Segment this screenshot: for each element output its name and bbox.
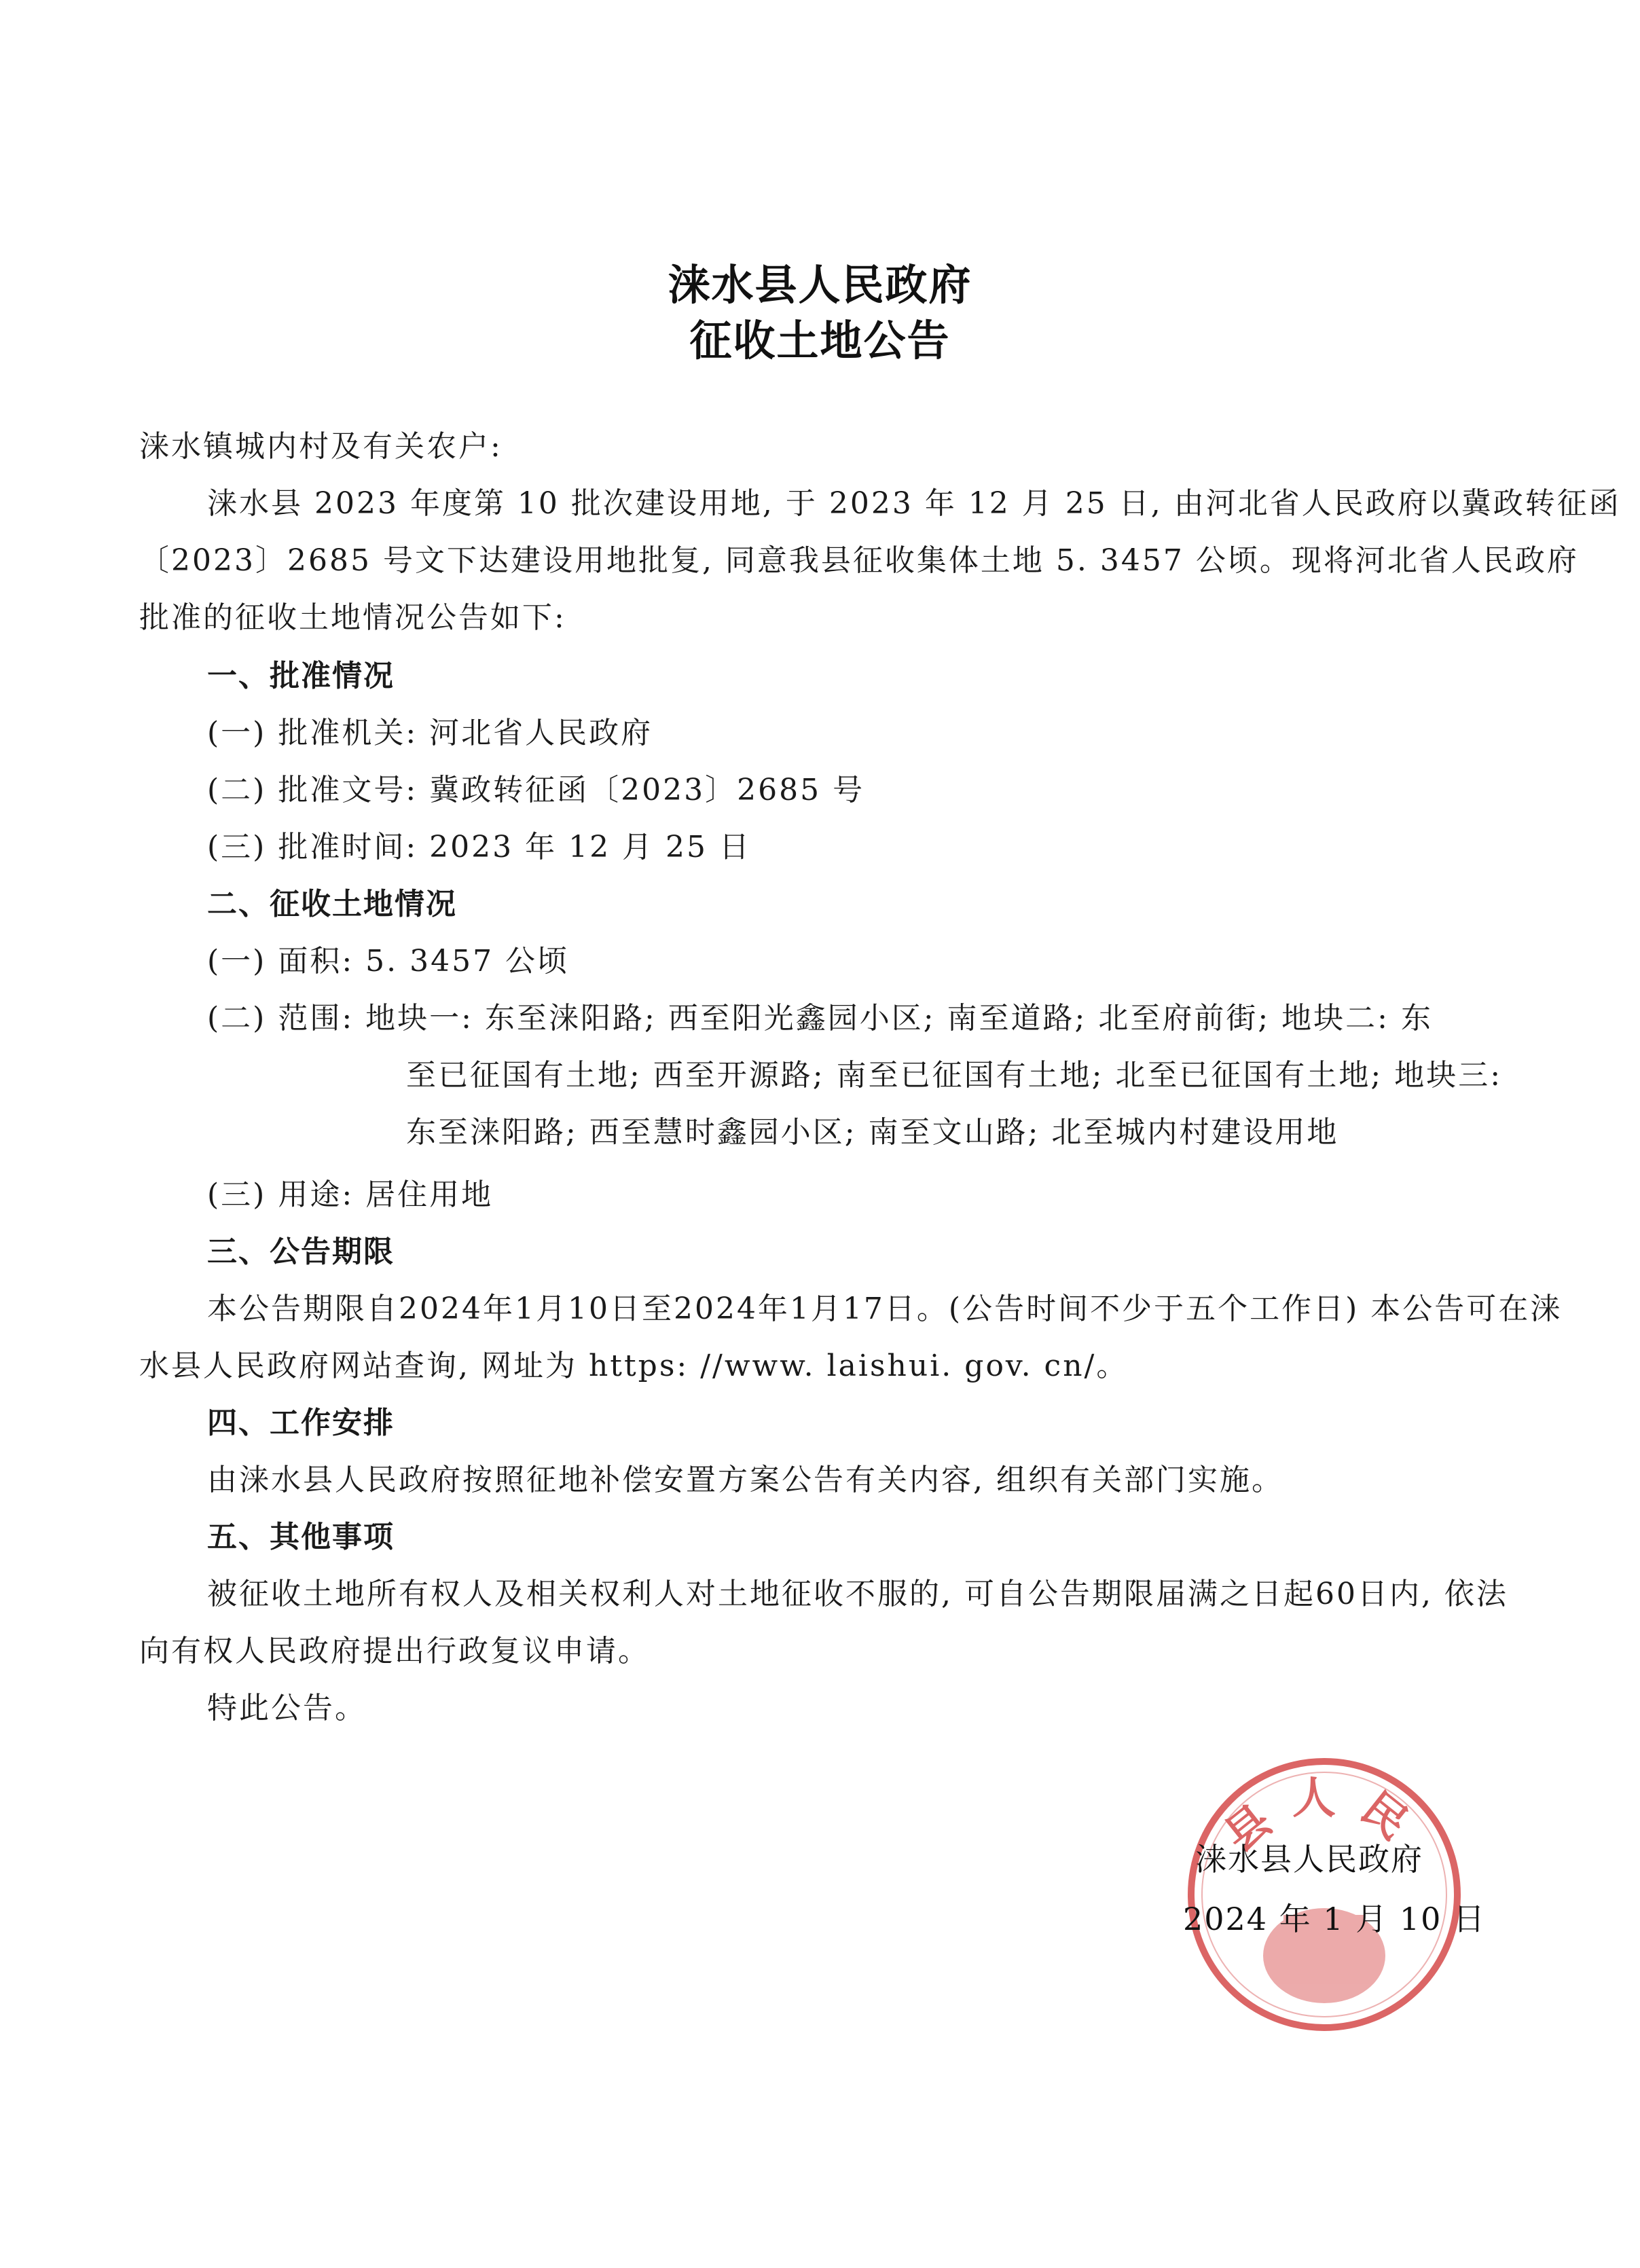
document-title-line2: 征收土地公告	[689, 316, 951, 365]
section1-heading: 一、批准情况	[207, 659, 395, 693]
section4-heading: 四、工作安排	[207, 1406, 395, 1440]
document-title-line1: 涞水县人民政府	[668, 260, 972, 310]
seal-text: 县人民	[1215, 1774, 1434, 1863]
salutation: 涞水镇城内村及有关农户:	[139, 429, 503, 464]
section2-scope-line-1: (二) 范围: 地块一: 东至涞阳路; 西至阳光鑫园小区; 南至道路; 北至府前街; 地块二: 东	[207, 1001, 1433, 1036]
section1-item-3: (三) 批准时间: 2023 年 12 月 25 日	[207, 830, 752, 864]
section5-line-2: 向有权人民政府提出行政复议申请。	[139, 1634, 650, 1668]
section2-scope-line-2: 至已征国有土地; 西至开源路; 南至已征国有土地; 北至已征国有土地; 地块三:	[406, 1058, 1503, 1093]
signature-issuer: 涞水县人民政府	[1195, 1841, 1423, 1878]
section3-line-2: 水县人民政府网站查询, 网址为 https: //www. laishui. gov. cn/。	[139, 1349, 1129, 1383]
intro-line-3: 批准的征收土地情况公告如下:	[139, 600, 566, 635]
section5-heading: 五、其他事项	[207, 1520, 395, 1554]
section1-item-1: (一) 批准机关: 河北省人民政府	[207, 716, 653, 750]
section2-heading: 二、征收土地情况	[207, 887, 457, 921]
signature-date: 2024 年 1 月 10 日	[1183, 1901, 1486, 1937]
section2-use: (三) 用途: 居住用地	[207, 1177, 494, 1212]
section2-scope-line-3: 东至涞阳路; 西至慧时鑫园小区; 南至文山路; 北至城内村建设用地	[406, 1115, 1339, 1150]
section3-line-1: 本公告期限自2024年1月10日至2024年1月17日。(公告时间不少于五个工作日) 本公告可在涞	[207, 1292, 1563, 1326]
official-seal	[1182, 1752, 1467, 2037]
intro-line-2: 〔2023〕2685 号文下达建设用地批复, 同意我县征收集体土地 5. 3457 公顷。现将河北省人民政府	[139, 543, 1579, 578]
intro-line-1: 涞水县 2023 年度第 10 批次建设用地, 于 2023 年 12 月 25 日, 由河北省人民政府以冀政转征函	[207, 486, 1621, 521]
section5-line-1: 被征收土地所有权人及相关权利人对土地征收不服的, 可自公告期限届满之日起60日内, 依法	[207, 1577, 1508, 1611]
closing-text: 特此公告。	[207, 1691, 367, 1725]
section4-line-1: 由涞水县人民政府按照征地补偿安置方案公告有关内容, 组织有关部门实施。	[207, 1463, 1283, 1497]
section2-area: (一) 面积: 5. 3457 公顷	[207, 944, 570, 978]
section3-heading: 三、公告期限	[207, 1234, 395, 1269]
section1-item-2: (二) 批准文号: 冀政转征函〔2023〕2685 号	[207, 773, 865, 807]
